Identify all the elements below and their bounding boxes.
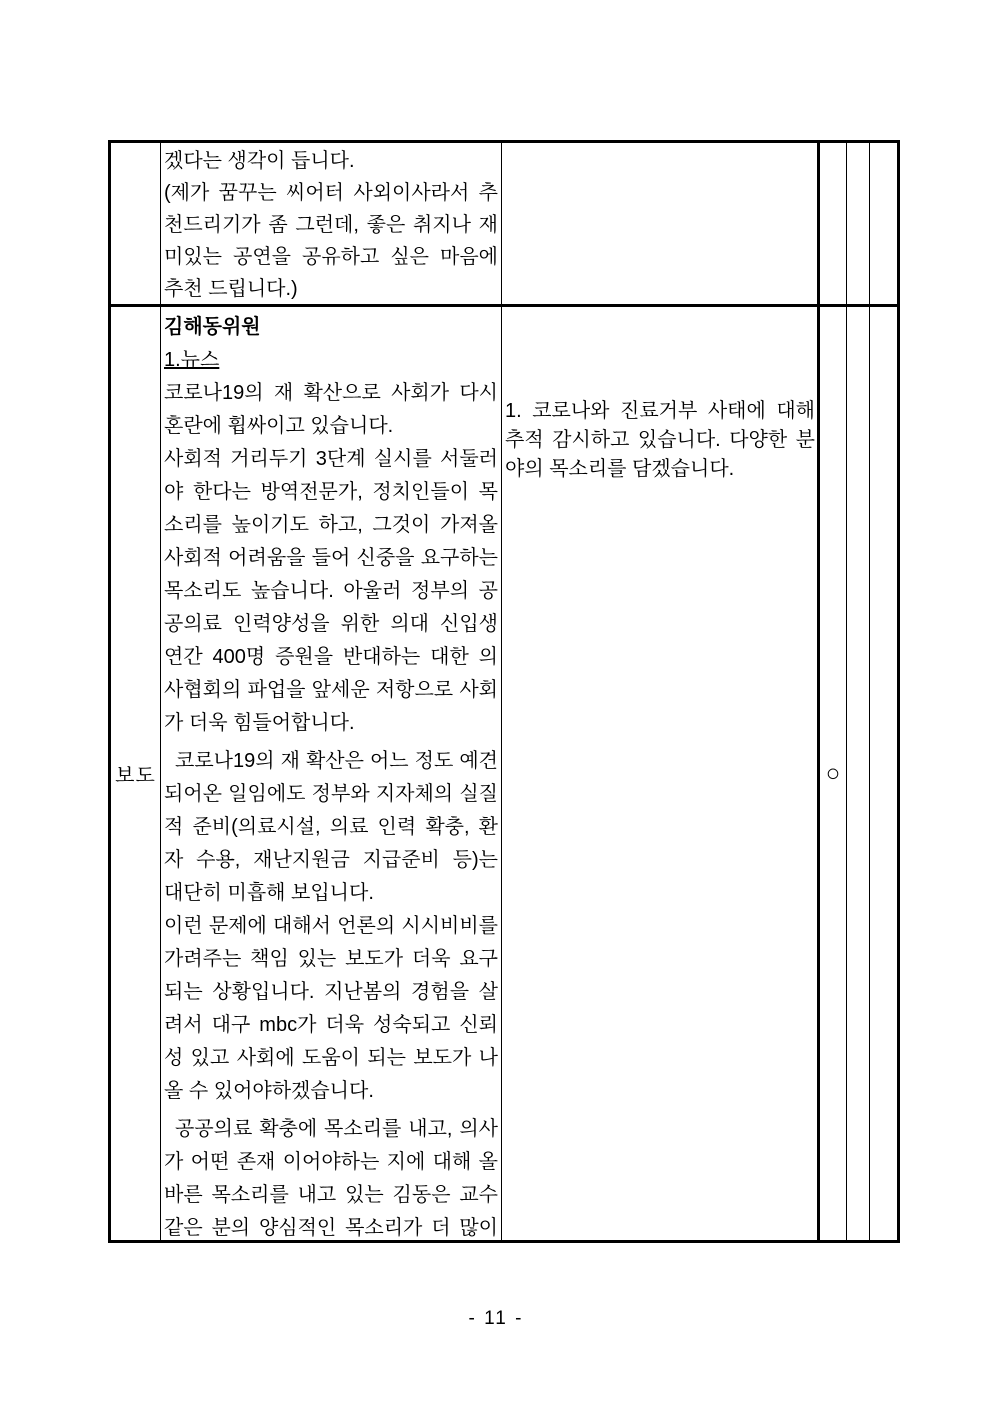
text-line: 가려주는 책임 있는 보도가 더욱 요구 [164,948,498,970]
text-line: 1.뉴스 [164,349,220,371]
text-line: 혼란에 휩싸이고 있습니다. [164,415,394,437]
evaluation-cell-1-row1 [820,143,847,307]
text-line: 천드리기가 좀 그런데, 좋은 취지나 재 [164,214,498,236]
text-line: 미있는 공연을 공유하고 싶은 마음에 [164,246,498,268]
text-line: 적 준비(의료시설, 의료 인력 확충, 환 [164,816,498,838]
evaluation-cell-2-row2 [847,307,870,1240]
text-line: 성 있고 사회에 도움이 되는 보도가 나 [164,1047,498,1069]
text-line: 추적 감시하고 있습니다. 다양한 분 [505,429,815,451]
evaluation-cell-1-row2 [820,307,847,1240]
text-line: 자 수용, 재난지원금 지급준비 등)는 [164,849,498,871]
text-line: 코로나19의 재 확산으로 사회가 다시 [164,382,498,404]
review-table [108,140,900,1243]
text-line: 목소리도 높습니다. 아울러 정부의 공 [164,580,498,602]
text-line: 사회적 어려움을 들어 신중을 요구하는 [164,547,498,569]
text-line: 올 수 있어야하겠습니다. [164,1080,374,1102]
page-number: - 11 - [468,1308,524,1329]
text-line: 가 어떤 존재 이어야하는 지에 대해 올 [164,1151,498,1173]
category-cell-row2 [111,307,161,1240]
text-line: 코로나19의 재 확산은 어느 정도 예견 [175,750,498,772]
text-line: 되어온 일임에도 정부와 지자체의 실질 [164,783,498,805]
opinion-content-cell-row1 [161,143,502,307]
text-line: 소리를 높이기도 하고, 그것이 가져올 [164,514,498,536]
text-line: 야 한다는 방역전문가, 정치인들이 목 [164,481,498,503]
evaluation-cell-3-row1 [870,143,897,307]
text-line: (제가 꿈꾸는 씨어터 사외이사라서 추 [164,182,498,204]
evaluation-cell-2-row1 [847,143,870,307]
circle-mark: ○ [825,759,841,787]
text-line: 사회적 거리두기 3단계 실시를 서둘러 [164,448,498,470]
text-line: 추천 드립니다.) [164,278,298,300]
text-line: 려서 대구 mbc가 더욱 성숙되고 신뢰 [164,1014,498,1036]
category-label: 보도 [115,765,156,787]
text-line: 연간 400명 증원을 반대하는 대한 의 [164,646,498,668]
text-line: 사협회의 파업을 앞세운 저항으로 사회 [164,679,498,701]
page-footer [0,1308,992,1330]
opinion-content-cell-row2 [161,307,502,1240]
comment-cell-row2 [502,307,820,1240]
text-line: 야의 목소리를 담겠습니다. [505,458,735,480]
text-line: 가 더욱 힘들어합니다. [164,712,355,734]
text-line: 되는 상황입니다. 지난봄의 경험을 살 [164,981,498,1003]
text-line: 같은 분의 양심적인 목소리가 더 많이 [164,1217,498,1239]
text-line: 공의료 인력양성을 위한 의대 신입생 [164,613,498,635]
text-line: 이런 문제에 대해서 언론의 시시비비를 [164,915,498,937]
text-line: 공공의료 확충에 목소리를 내고, 의사 [175,1118,498,1140]
evaluation-cell-3-row2 [870,307,897,1240]
text-line: 1. 코로나와 진료거부 사태에 대해 [505,400,815,422]
text-line: 김해동위원 [164,316,261,338]
text-line: 대단히 미흡해 보입니다. [164,882,374,904]
text-line: 겠다는 생각이 듭니다. [164,150,355,172]
category-cell-row1 [111,143,161,307]
comment-cell-row1 [502,143,820,307]
text-line: 바른 목소리를 내고 있는 김동은 교수 [164,1184,498,1206]
